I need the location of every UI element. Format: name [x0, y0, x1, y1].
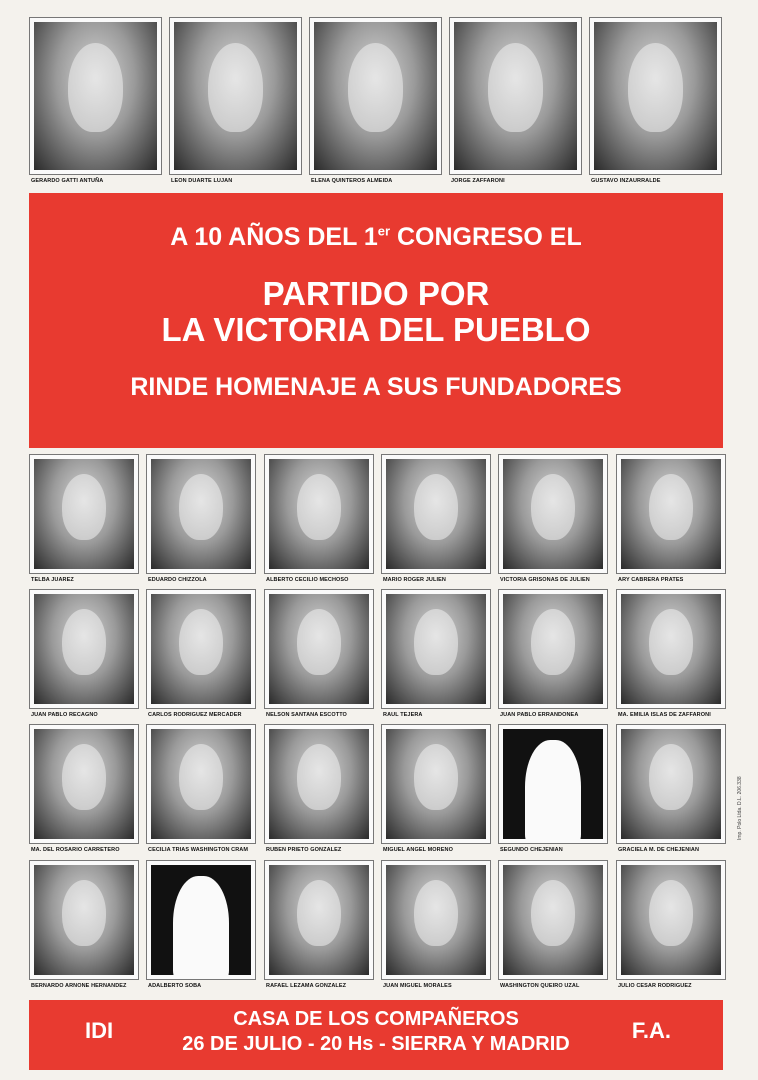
- headline-party-name: PARTIDO POR LA VICTORIA DEL PUEBLO: [161, 275, 591, 348]
- portrait-photo: [616, 454, 726, 574]
- footer-venue: CASA DE LOS COMPAÑEROS: [233, 1008, 519, 1030]
- portrait-photo: [498, 589, 608, 709]
- portrait-photo: [616, 724, 726, 844]
- portrait-photo: [381, 724, 491, 844]
- portrait-caption: MA. DEL ROSARIO CARRETERO: [31, 847, 120, 853]
- portrait-caption: SEGUNDO CHEJENIAN: [500, 847, 563, 853]
- portrait-caption: GRACIELA M. DE CHEJENIAN: [618, 847, 700, 853]
- footer-right-logo: F.A.: [631, 1018, 671, 1043]
- portrait-photo: [29, 17, 162, 175]
- portrait-photo: [264, 724, 374, 844]
- portrait-caption: MARIO ROGER JULIEN: [383, 577, 446, 583]
- portrait-caption: RAFAEL LEZAMA GONZALEZ: [266, 983, 347, 989]
- portrait-caption: ELENA QUINTEROS ALMEIDA: [311, 178, 393, 184]
- portrait-caption: JORGE ZAFFARONI: [451, 178, 505, 184]
- portrait-caption: EDUARDO CHIZZOLA: [148, 577, 207, 583]
- portrait-caption: GUSTAVO INZAURRALDE: [591, 178, 661, 184]
- portrait-photo: [29, 724, 139, 844]
- portrait-photo: [146, 724, 256, 844]
- portrait-photo: [29, 860, 139, 980]
- portrait-caption: NELSON SANTANA ESCOTTO: [266, 712, 347, 718]
- portrait-photo: [498, 454, 608, 574]
- portrait-caption: CARLOS RODRIGUEZ MERCADER: [148, 712, 242, 718]
- portrait-photo: [381, 589, 491, 709]
- portrait-photo: [169, 17, 302, 175]
- portrait-caption: BERNARDO ARNONE HERNANDEZ: [31, 983, 127, 989]
- portrait-photo: [449, 17, 582, 175]
- headline-banner: [29, 193, 723, 448]
- portrait-photo: [146, 860, 256, 980]
- portrait-photo: [381, 454, 491, 574]
- portrait-caption: CECILIA TRIAS WASHINGTON CRAM: [148, 847, 249, 853]
- portrait-caption: RUBEN PRIETO GONZALEZ: [266, 847, 342, 853]
- portrait-caption: RAUL TEJERA: [383, 712, 423, 718]
- portrait-caption: LEON DUARTE LUJAN: [171, 178, 233, 184]
- portrait-caption: MIGUEL ANGEL MORENO: [383, 847, 453, 853]
- headline-line-1: A 10 AÑOS DEL 1er CONGRESO EL: [170, 223, 582, 251]
- portrait-caption: WASHINGTON QUEIRO UZAL: [500, 983, 580, 989]
- portrait-caption: JULIO CESAR RODRIGUEZ: [618, 983, 692, 989]
- portrait-photo: [616, 860, 726, 980]
- portrait-photo: [616, 589, 726, 709]
- footer-banner: [29, 1000, 723, 1070]
- portrait-photo: [29, 454, 139, 574]
- portrait-caption: VICTORIA GRISONAS DE JULIEN: [500, 577, 590, 583]
- portrait-photo: [146, 589, 256, 709]
- portrait-caption: JUAN MIGUEL MORALES: [383, 983, 452, 989]
- portrait-caption: ARY CABRERA PRATES: [618, 577, 684, 583]
- portrait-caption: GERARDO GATTI ANTUÑA: [31, 178, 104, 184]
- portrait-photo: [381, 860, 491, 980]
- portrait-caption: JUAN PABLO ERRANDONEA: [500, 712, 579, 718]
- portrait-photo: [264, 454, 374, 574]
- portrait-photo: [589, 17, 722, 175]
- portrait-caption: JUAN PABLO RECAGNO: [31, 712, 98, 718]
- portrait-caption: TELBA JUAREZ: [31, 577, 74, 583]
- portrait-photo: [498, 860, 608, 980]
- printer-imprint: Imp. Polo Ltda. D.L. 206.338: [737, 776, 743, 840]
- portrait-photo: [264, 589, 374, 709]
- portrait-photo: [264, 860, 374, 980]
- portrait-caption: ALBERTO CECILIO MECHOSO: [266, 577, 349, 583]
- portrait-caption: MA. EMILIA ISLAS DE ZAFFARONI: [618, 712, 711, 718]
- headline-line-4: RINDE HOMENAJE A SUS FUNDADORES: [130, 373, 622, 401]
- portrait-photo: [146, 454, 256, 574]
- portrait-caption: ADALBERTO SOBA: [148, 983, 202, 989]
- portrait-photo: [498, 724, 608, 844]
- footer-date-place: 26 DE JULIO - 20 Hs - SIERRA Y MADRID: [182, 1033, 570, 1055]
- portrait-photo: [309, 17, 442, 175]
- portrait-photo: [29, 589, 139, 709]
- footer-left-logo: IDI: [85, 1018, 114, 1043]
